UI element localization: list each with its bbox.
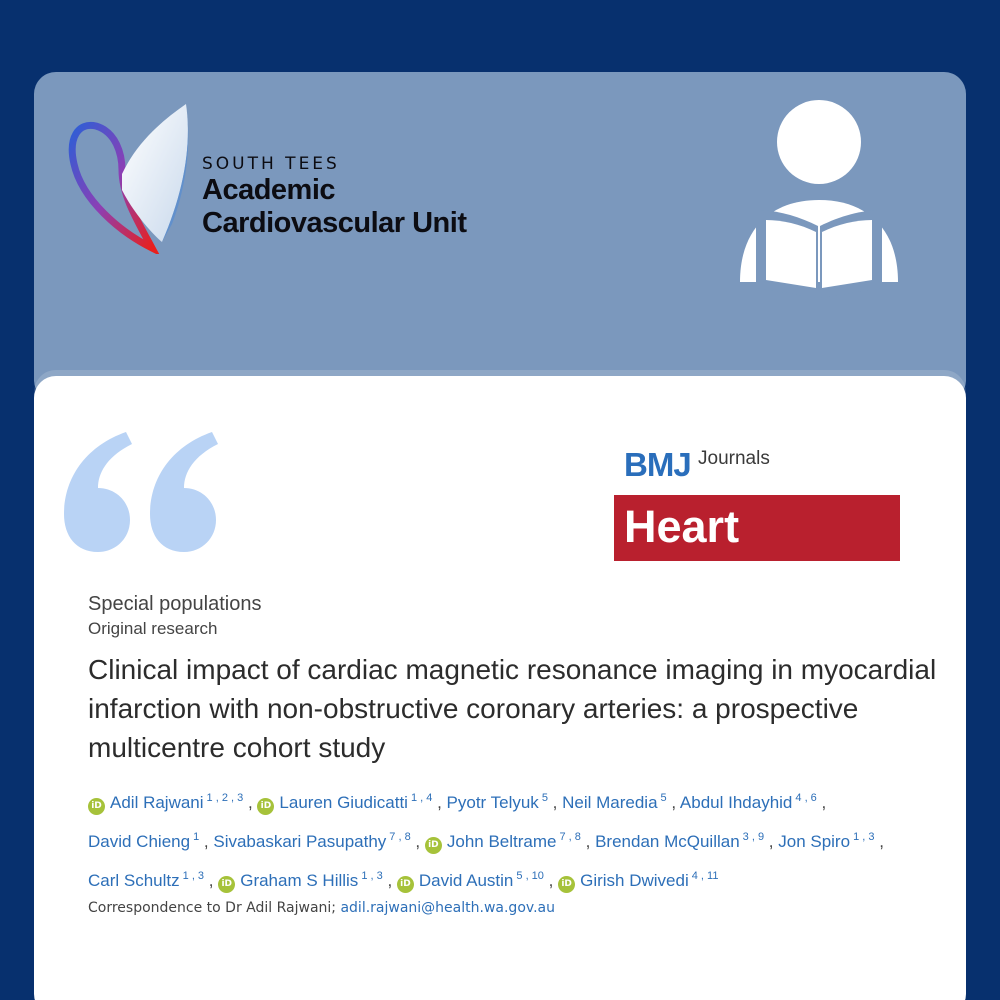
bmj-journals-label: Journals <box>698 448 770 469</box>
heart-journal-banner <box>614 495 900 561</box>
author-separator: , <box>199 832 214 851</box>
heart-journal-name: Heart <box>624 501 740 552</box>
author-name[interactable]: Lauren Giudicatti <box>279 793 408 812</box>
author-name[interactable]: Brendan McQuillan <box>595 832 740 851</box>
author-affiliation: 1 , 3 <box>182 870 205 882</box>
author-affiliation: 5 <box>660 792 667 804</box>
author-affiliation: 1 , 4 <box>410 792 433 804</box>
author-link[interactable] <box>778 832 874 851</box>
author-separator: , <box>666 793 680 812</box>
correspondence <box>88 898 938 918</box>
author-separator: , <box>874 832 884 851</box>
author-name[interactable]: Carl Schultz <box>88 871 180 890</box>
author-link[interactable] <box>680 793 817 812</box>
author-affiliation: 1 , 3 <box>361 870 383 882</box>
author-affiliation: 1 <box>193 831 200 843</box>
author-affiliation: 7 , 8 <box>389 831 411 843</box>
author-link[interactable] <box>558 871 718 890</box>
logo-title-line2: Cardiovascular Unit <box>202 207 467 239</box>
author-affiliation: 7 , 8 <box>559 831 581 843</box>
author-affiliation: 3 , 9 <box>742 831 765 843</box>
author-link[interactable] <box>562 793 667 812</box>
author-affiliation: 5 , 10 <box>516 870 544 882</box>
author-affiliation: 1 , 2 , 3 <box>206 792 244 804</box>
author-link[interactable] <box>88 871 204 890</box>
author-name[interactable]: Pyotr Telyuk <box>446 793 539 812</box>
author-link[interactable] <box>218 871 383 890</box>
author-name[interactable]: Adil Rajwani <box>110 793 204 812</box>
author-link[interactable] <box>397 871 544 890</box>
author-separator: , <box>382 871 397 890</box>
correspondence-email-link[interactable]: adil.rajwani@health.wa.gov.au <box>340 900 555 916</box>
author-separator: , <box>547 793 563 812</box>
author-separator: , <box>204 871 219 890</box>
author-separator: , <box>580 832 596 851</box>
author-name[interactable]: David Chieng <box>88 832 191 851</box>
article-section: Special populations <box>88 593 262 615</box>
author-separator: , <box>410 832 425 851</box>
heart-logo-icon <box>66 104 206 254</box>
orcid-icon[interactable]: iD <box>88 798 105 815</box>
author-affiliation: 5 <box>541 792 548 804</box>
bmj-brand: BMJ <box>624 446 691 483</box>
orcid-icon[interactable]: iD <box>218 876 235 893</box>
author-name[interactable]: John Beltrame <box>446 832 557 851</box>
logo-title-line1: Academic <box>202 174 336 206</box>
correspondence-label: Correspondence to Dr Adil Rajwani; <box>88 900 337 916</box>
author-affiliation: 1 , 3 <box>853 831 875 843</box>
author-name[interactable]: David Austin <box>418 871 514 890</box>
author-link[interactable] <box>88 832 199 851</box>
author-link[interactable] <box>425 832 581 851</box>
author-separator: , <box>764 832 779 851</box>
quotation-mark-icon <box>62 430 222 555</box>
author-separator: , <box>816 793 827 812</box>
author-name[interactable]: Jon Spiro <box>778 832 851 851</box>
author-link[interactable] <box>595 832 764 851</box>
person-reading-book-icon <box>736 100 902 300</box>
author-separator: , <box>243 793 258 812</box>
author-link[interactable] <box>257 793 432 812</box>
bmj-heart-logo <box>614 444 900 562</box>
author-list <box>88 781 938 898</box>
article-type: Original research <box>88 619 218 638</box>
author-name[interactable]: Girish Dwivedi <box>580 871 689 890</box>
author-name[interactable]: Sivabaskari Pasupathy <box>213 832 387 851</box>
logo-subtitle: SOUTH TEES <box>202 154 340 174</box>
author-link[interactable] <box>213 832 410 851</box>
author-name[interactable]: Abdul Ihdayhid <box>679 793 793 812</box>
author-link[interactable] <box>447 793 548 812</box>
author-name[interactable]: Graham S Hillis <box>240 871 359 890</box>
south-tees-logo <box>66 104 506 254</box>
article-header <box>88 590 938 918</box>
author-link[interactable] <box>88 793 243 812</box>
orcid-icon[interactable]: iD <box>558 876 575 893</box>
article-title: Clinical impact of cardiac magnetic resonance imaging in myocardial infarction with non-obstructive coronary arteries: a prospective multicentre cohort study <box>88 654 937 763</box>
author-separator: , <box>543 871 559 890</box>
bmj-journals-row <box>614 444 900 494</box>
orcid-icon[interactable]: iD <box>425 837 442 854</box>
orcid-icon[interactable]: iD <box>397 876 414 893</box>
author-affiliation: 4 , 11 <box>691 870 719 882</box>
orcid-icon[interactable]: iD <box>257 798 274 815</box>
author-affiliation: 4 , 6 <box>795 792 817 804</box>
author-name[interactable]: Neil Maredia <box>562 793 658 812</box>
author-separator: , <box>432 793 447 812</box>
